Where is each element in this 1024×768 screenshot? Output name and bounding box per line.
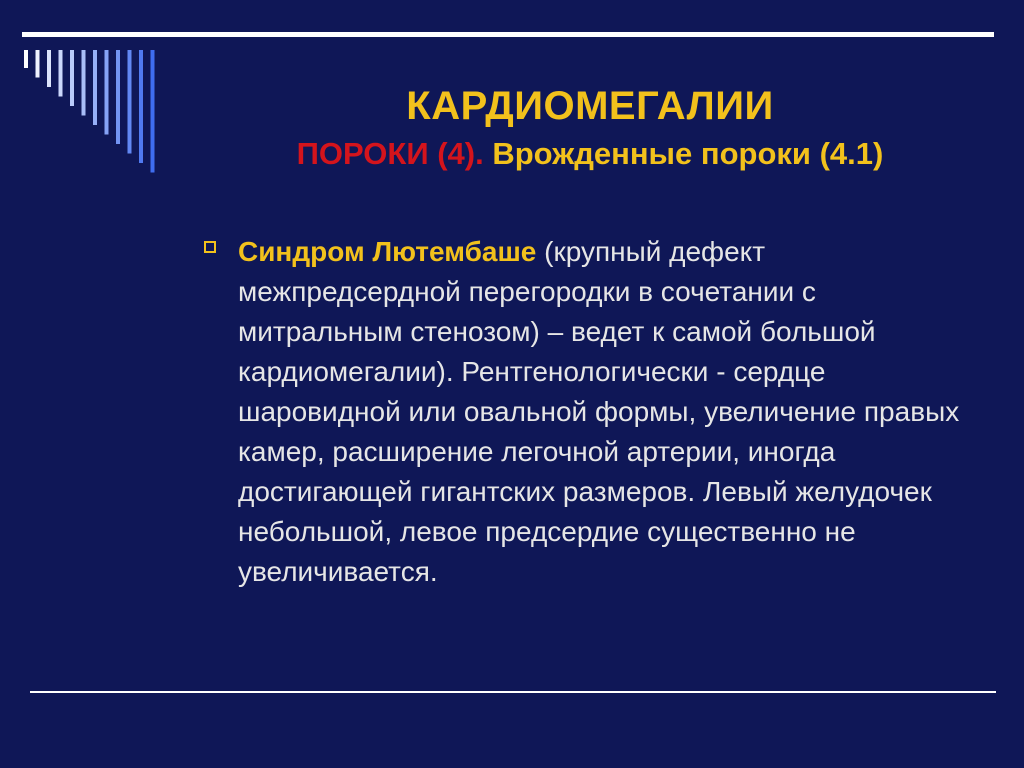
subtitle-yellow: Врожденные пороки (4.1) [492,136,884,171]
bullet-item [200,232,970,592]
subtitle-red: ПОРОКИ (4). [296,136,484,171]
corner-stripe-bar [59,50,63,97]
content-area [200,232,970,592]
corner-stripe-bar [116,50,120,144]
corner-stripe-bar [24,50,28,68]
corner-stripe-bar [151,50,155,173]
corner-stripes-decoration [0,0,200,240]
slide-title: КАРДИОМЕГАЛИИ [406,84,774,128]
corner-stripe-bar [70,50,74,106]
title-block [190,82,990,174]
corner-stripe-bar [82,50,86,116]
bottom-rule [30,691,996,693]
corner-stripe-bar [47,50,51,87]
slide-subtitle [190,134,990,174]
corner-stripe-bar [128,50,132,154]
bullet-term: Синдром Лютембаше [238,236,537,267]
corner-stripe-bar [36,50,40,78]
bullet-body: (крупный дефект межпредсердной перегородки в сочетании с митральным стенозом) – ведет к самой большой кардиомегалии). Рентгенологически - сердце шаровидной или овальной формы, увеличение правых камер, расширение легочной артерии, иногда достигающей гигантских размеров. Левый желудочек небольшой, левое предсердие существенно не увеличивается. [238,236,960,587]
corner-stripe-bar [139,50,143,163]
corner-stripe-bar [93,50,97,125]
corner-stripe-bar [105,50,109,135]
square-bullet-icon [204,241,216,253]
bullet-text [238,232,973,592]
